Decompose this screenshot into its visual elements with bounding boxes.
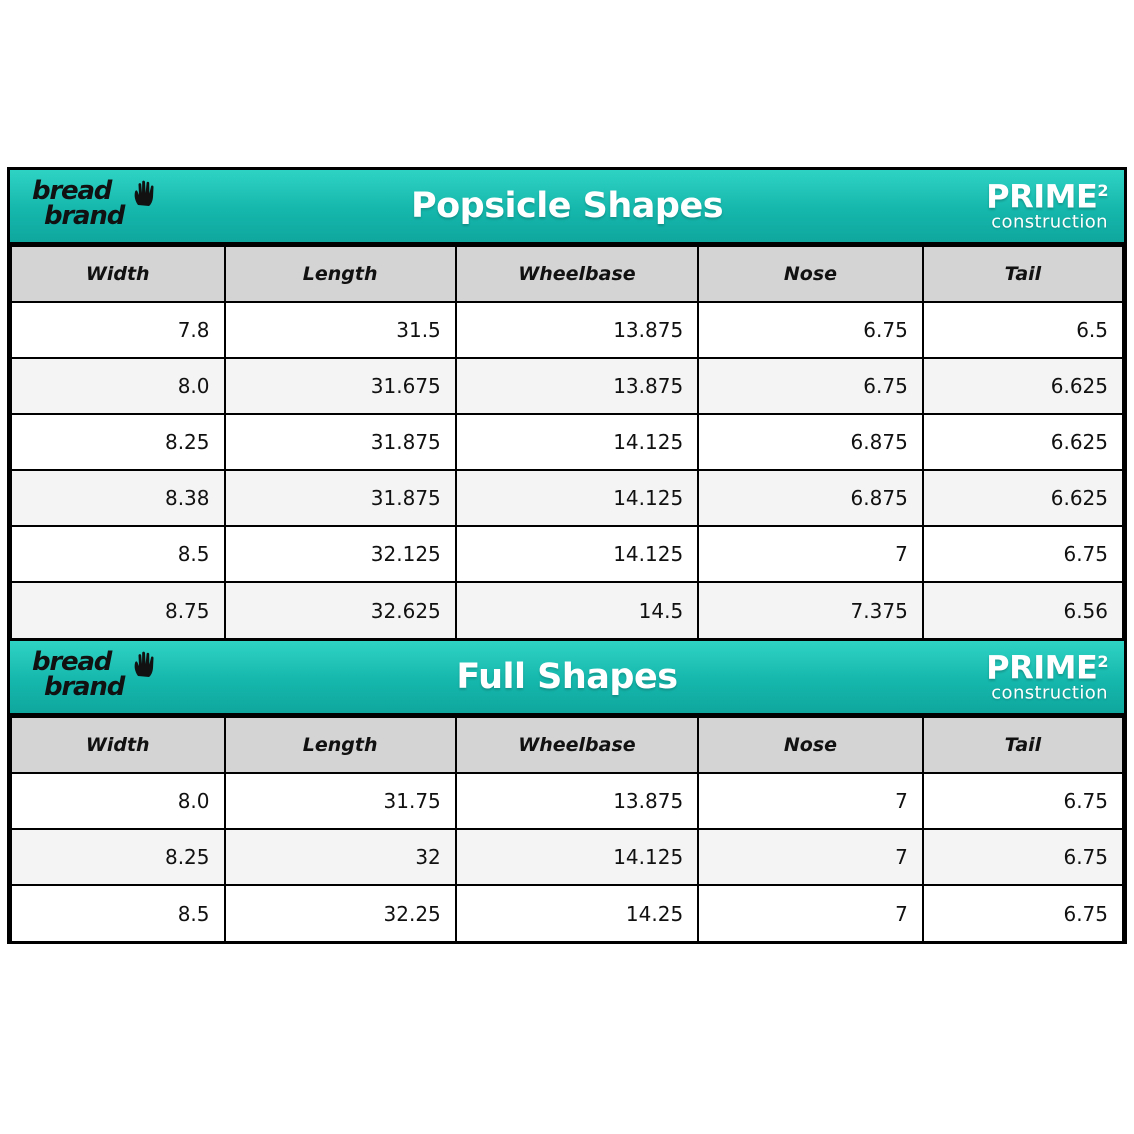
cell-length: 32.25 <box>225 885 456 941</box>
column-header-length: Length <box>225 717 456 773</box>
section-banner <box>10 641 1124 716</box>
column-header-nose: Nose <box>698 246 923 302</box>
cell-nose: 7 <box>698 885 923 941</box>
cell-nose: 7.375 <box>698 582 923 638</box>
popsicle-spec-table <box>10 245 1124 638</box>
brand-line-1: bread <box>32 647 112 677</box>
column-header-length: Length <box>225 246 456 302</box>
section-title: Popsicle Shapes <box>410 186 724 226</box>
cell-tail: 6.625 <box>923 358 1123 414</box>
column-header-wheelbase: Wheelbase <box>456 246 698 302</box>
prime-construction-logo <box>986 648 1108 704</box>
prime-subtitle: construction <box>991 211 1108 233</box>
cell-length: 31.875 <box>225 470 456 526</box>
cell-width: 8.25 <box>11 829 225 885</box>
cell-tail: 6.75 <box>923 885 1123 941</box>
cell-length: 31.875 <box>225 414 456 470</box>
hand-icon <box>132 650 162 678</box>
cell-width: 8.0 <box>11 358 225 414</box>
cell-wheelbase: 14.125 <box>456 414 698 470</box>
section-full-shapes <box>7 641 1127 944</box>
column-header-wheelbase: Wheelbase <box>456 717 698 773</box>
table-row <box>11 526 1123 582</box>
prime-word: PRIME <box>986 177 1098 216</box>
section-banner <box>10 170 1124 245</box>
section-popsicle-shapes <box>7 167 1127 641</box>
cell-tail: 6.625 <box>923 470 1123 526</box>
cell-length: 31.5 <box>225 302 456 358</box>
brand-line-2: brand <box>44 201 125 231</box>
brand-line-1: bread <box>32 176 112 206</box>
cell-length: 32.625 <box>225 582 456 638</box>
cell-wheelbase: 14.25 <box>456 885 698 941</box>
prime-construction-logo <box>986 177 1108 233</box>
column-header-width: Width <box>11 246 225 302</box>
table-row <box>11 470 1123 526</box>
cell-width: 8.0 <box>11 773 225 829</box>
bread-brand-logo <box>28 176 178 233</box>
cell-wheelbase: 13.875 <box>456 773 698 829</box>
cell-width: 8.75 <box>11 582 225 638</box>
table-header-row <box>11 246 1123 302</box>
cell-nose: 7 <box>698 829 923 885</box>
cell-wheelbase: 13.875 <box>456 358 698 414</box>
column-header-tail: Tail <box>923 717 1123 773</box>
prime-name <box>986 648 1108 687</box>
spec-sheet <box>0 167 1134 944</box>
cell-wheelbase: 14.5 <box>456 582 698 638</box>
cell-nose: 6.875 <box>698 414 923 470</box>
prime-superscript: 2 <box>1097 180 1108 200</box>
full-shapes-spec-table <box>10 716 1124 941</box>
cell-width: 8.38 <box>11 470 225 526</box>
column-header-width: Width <box>11 717 225 773</box>
column-header-tail: Tail <box>923 246 1123 302</box>
table-row <box>11 414 1123 470</box>
cell-wheelbase: 13.875 <box>456 302 698 358</box>
prime-subtitle: construction <box>991 682 1108 704</box>
brand-line-2: brand <box>44 672 125 702</box>
cell-wheelbase: 14.125 <box>456 470 698 526</box>
prime-word: PRIME <box>986 648 1098 687</box>
cell-nose: 6.75 <box>698 302 923 358</box>
cell-length: 32.125 <box>225 526 456 582</box>
cell-length: 31.75 <box>225 773 456 829</box>
cell-length: 31.675 <box>225 358 456 414</box>
cell-nose: 7 <box>698 773 923 829</box>
cell-width: 8.25 <box>11 414 225 470</box>
column-header-nose: Nose <box>698 717 923 773</box>
cell-tail: 6.75 <box>923 829 1123 885</box>
table-row <box>11 829 1123 885</box>
hand-icon <box>132 179 162 207</box>
cell-width: 7.8 <box>11 302 225 358</box>
table-row <box>11 358 1123 414</box>
table-row <box>11 885 1123 941</box>
prime-superscript: 2 <box>1097 651 1108 671</box>
section-title: Full Shapes <box>456 657 678 697</box>
cell-tail: 6.5 <box>923 302 1123 358</box>
table-row <box>11 773 1123 829</box>
cell-tail: 6.75 <box>923 526 1123 582</box>
cell-tail: 6.56 <box>923 582 1123 638</box>
cell-wheelbase: 14.125 <box>456 526 698 582</box>
cell-nose: 6.875 <box>698 470 923 526</box>
cell-wheelbase: 14.125 <box>456 829 698 885</box>
cell-width: 8.5 <box>11 526 225 582</box>
table-row <box>11 582 1123 638</box>
table-row <box>11 302 1123 358</box>
cell-length: 32 <box>225 829 456 885</box>
cell-nose: 6.75 <box>698 358 923 414</box>
bread-brand-logo <box>28 647 178 704</box>
cell-nose: 7 <box>698 526 923 582</box>
cell-tail: 6.625 <box>923 414 1123 470</box>
cell-width: 8.5 <box>11 885 225 941</box>
prime-name <box>986 177 1108 216</box>
table-header-row <box>11 717 1123 773</box>
cell-tail: 6.75 <box>923 773 1123 829</box>
